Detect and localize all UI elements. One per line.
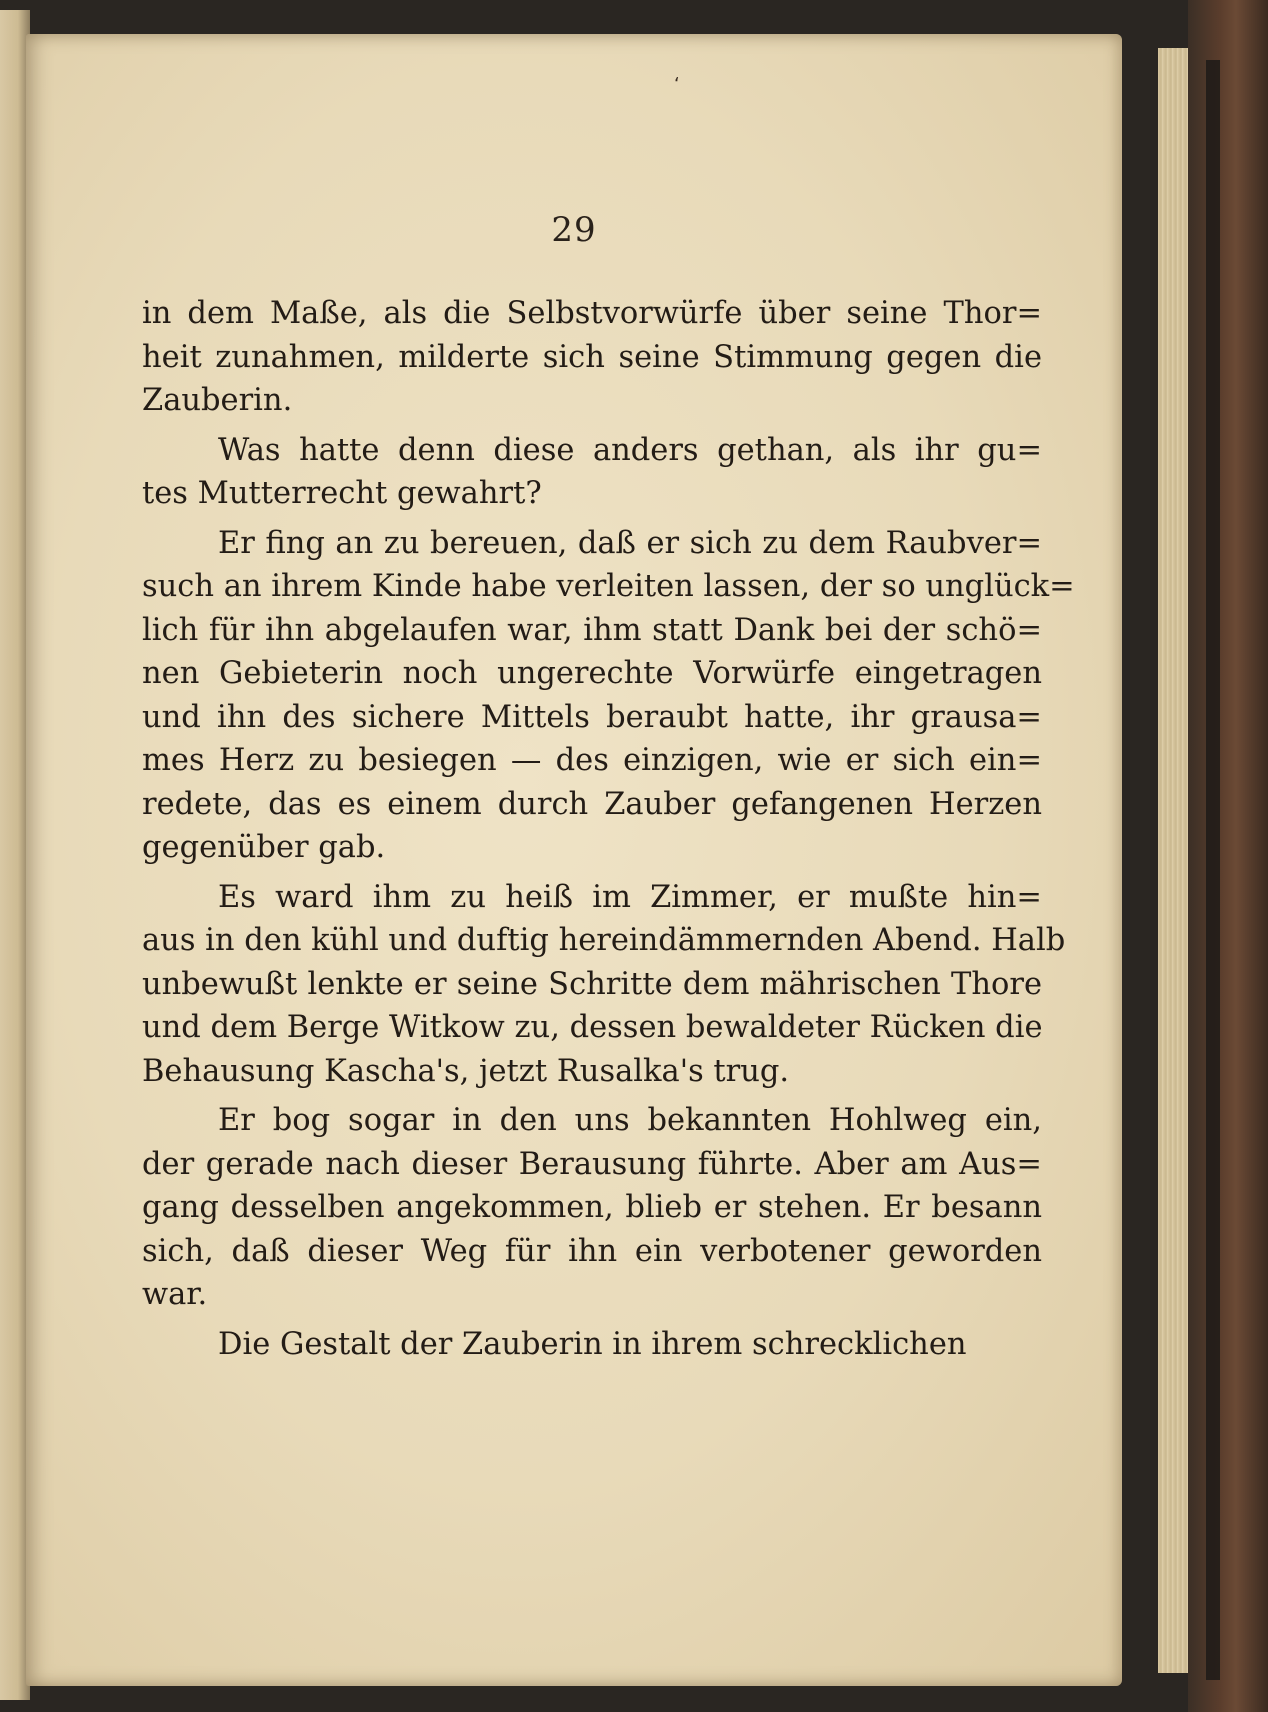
text-line: der gerade nach dieser Berausung führte. Aber am Aus= (142, 1146, 1042, 1182)
text-line: Er bog sogar in den uns bekannten Hohlweg ein, (218, 1103, 1042, 1138)
text-line: unbewußt lenkte er seine Schritte dem mährischen Thore (142, 966, 1042, 1002)
paragraph (142, 522, 1075, 870)
text-line: und dem Berge Witkow zu, dessen bewaldeter Rücken die (142, 1010, 1043, 1045)
page-number: 29 (551, 210, 597, 250)
text-line: gegenüber gab. (142, 830, 386, 865)
text-line: und ihn des sichere Mittels beraubt hatte, ihr grausa= (142, 699, 1042, 735)
ink-speck: ‘ (674, 74, 680, 95)
text-line: mes Herz zu besiegen — des einzigen, wie er sich ein= (142, 743, 1042, 778)
page-edges-stack (1158, 48, 1188, 1673)
text-line: such an ihrem Kinde habe verleiten lassen, der so unglück= (142, 569, 1075, 604)
paragraph (142, 429, 1042, 516)
text-line: sich, daß dieser Weg für ihn ein verbotener geworden (142, 1233, 1042, 1269)
paragraph (142, 876, 1066, 1094)
book-cover-edge (1188, 0, 1268, 1712)
text-line: Was hatte denn diese anders gethan, als ihr gu= (218, 432, 1042, 468)
text-line: Es ward ihm zu heiß im Zimmer, er mußte hin= (218, 879, 1042, 915)
text-line: Er fing an zu bereuen, daß er sich zu dem Raubver= (218, 525, 1042, 561)
paragraph (142, 292, 1042, 423)
paragraph (142, 1099, 1042, 1317)
text-line: aus in den kühl und duftig hereindämmernden Abend. Halb (142, 923, 1066, 958)
text-line: Zauberin. (142, 383, 293, 418)
text-line: nen Gebieterin noch ungerechte Vorwürfe eingetragen (142, 656, 1042, 691)
book-page (26, 34, 1122, 1686)
text-line: heit zunahmen, milderte sich seine Stimmung gegen die (142, 339, 1042, 375)
paragraph (142, 1323, 1042, 1367)
text-line: tes Mutterrecht gewahrt? (142, 476, 542, 511)
text-line: gang desselben angekommen, blieb er stehen. Er besann (142, 1190, 1042, 1225)
text-line: lich für ihn abgelaufen war, ihm statt Dank bei der schö= (142, 612, 1042, 648)
text-line: Behausung Kascha's, jetzt Rusalka's trug. (142, 1053, 790, 1089)
page-text (142, 292, 1075, 1372)
text-line: Die Gestalt der Zauberin in ihrem schrecklichen (218, 1326, 967, 1362)
text-line: in dem Maße, als die Selbstvorwürfe über seine Thor= (142, 296, 1042, 331)
text-line: war. (142, 1277, 208, 1312)
text-line: redete, das es einem durch Zauber gefangenen Herzen (142, 786, 1042, 822)
